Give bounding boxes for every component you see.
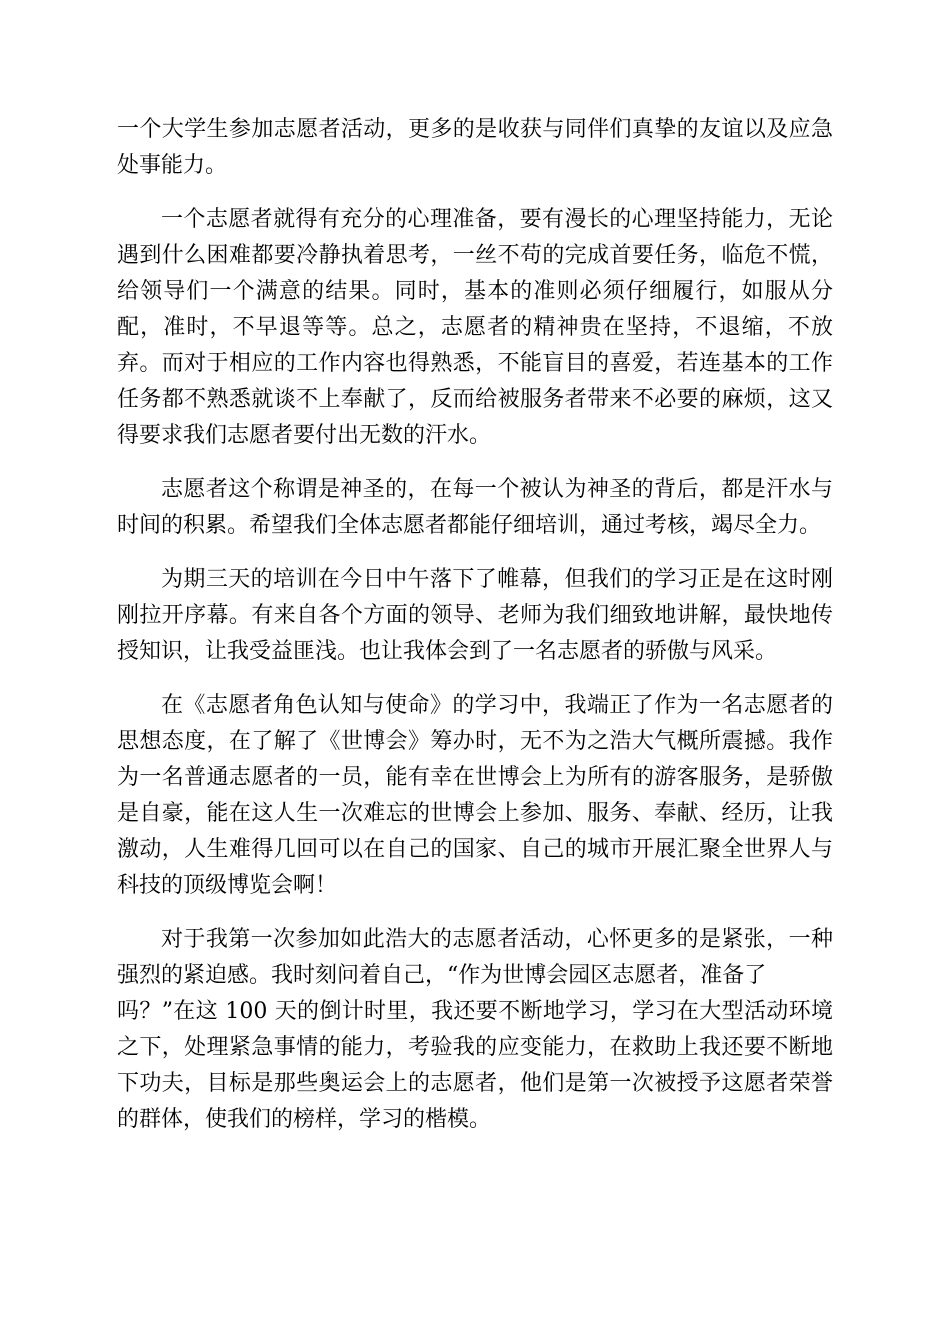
- text-line: 刚拉开序幕。有来自各个方面的领导、老师为我们细致地讲解，最快地传: [117, 603, 833, 628]
- text-line: 激动，人生难得几回可以在自己的国家、自己的城市开展汇聚全世界人与: [117, 837, 833, 862]
- text-line: 给领导们一个满意的结果。同时，基本的准则必须仔细履行，如服从分: [117, 279, 833, 304]
- text-line: 一个大学生参加志愿者活动，更多的是收获与同伴们真挚的友谊以及应急: [117, 117, 833, 142]
- text-line: 思想态度，在了解了《世博会》筹办时，无不为之浩大气概所震撼。我作: [117, 729, 833, 754]
- text-line: 任务都不熟悉就谈不上奉献了，反而给被服务者带来不必要的麻烦，这又: [117, 387, 833, 412]
- text-line: 是自豪，能在这人生一次难忘的世博会上参加、服务、奉献、经历，让我: [117, 801, 833, 826]
- paragraph-2: [117, 202, 833, 454]
- text-line: 为期三天的培训在今日中午落下了帷幕，但我们的学习正是在这时刚: [161, 567, 833, 592]
- paragraph-3: [117, 472, 833, 544]
- text-line: 得要求我们志愿者要付出无数的汗水。: [117, 423, 492, 448]
- text-line: 授知识，让我受益匪浅。也让我体会到了一名志愿者的骄傲与风采。: [117, 639, 778, 664]
- document-body: [117, 112, 833, 1156]
- text-line: 遇到什么困难都要冷静执着思考，一丝不苟的完成首要任务，临危不慌，: [117, 243, 833, 268]
- text-line: 时间的积累。希望我们全体志愿者都能仔细培训，通过考核，竭尽全力。: [117, 513, 822, 538]
- text-line: 下功夫，目标是那些奥运会上的志愿者，他们是第一次被授予这愿者荣誉: [117, 1071, 833, 1096]
- text-line: 的群体，使我们的榜样，学习的楷模。: [117, 1107, 492, 1132]
- paragraph-4: [117, 562, 833, 670]
- text-line: 之下，处理紧急事情的能力，考验我的应变能力，在救助上我还要不断地: [117, 1035, 833, 1060]
- paragraph-1: [117, 112, 833, 184]
- paragraph-5: [117, 688, 833, 904]
- text-line: 弃。而对于相应的工作内容也得熟悉，不能盲目的喜爱，若连基本的工作: [117, 351, 833, 376]
- text-line: 为一名普通志愿者的一员，能有幸在世博会上为所有的游客服务，是骄傲: [117, 765, 833, 790]
- text-line: 配，准时，不早退等等。总之，志愿者的精神贵在坚持，不退缩，不放: [117, 315, 833, 340]
- text-line: 在《志愿者角色认知与使命》的学习中，我端正了作为一名志愿者的: [161, 693, 833, 718]
- text-line: 一个志愿者就得有充分的心理准备，要有漫长的心理坚持能力，无论: [161, 207, 833, 232]
- text-line: 吗？”在这 100 天的倒计时里，我还要不断地学习，学习在大型活动环境: [117, 999, 833, 1024]
- text-line: 对于我第一次参加如此浩大的志愿者活动，心怀更多的是紧张，一种: [161, 927, 833, 952]
- text-line: 强烈的紧迫感。我时刻问着自己，“作为世博会园区志愿者，准备了: [117, 963, 767, 988]
- text-line: 科技的顶级博览会啊！: [117, 873, 338, 898]
- text-line: 志愿者这个称谓是神圣的，在每一个被认为神圣的背后，都是汗水与: [161, 477, 833, 502]
- paragraph-6: [117, 922, 833, 1138]
- text-line: 处事能力。: [117, 153, 228, 178]
